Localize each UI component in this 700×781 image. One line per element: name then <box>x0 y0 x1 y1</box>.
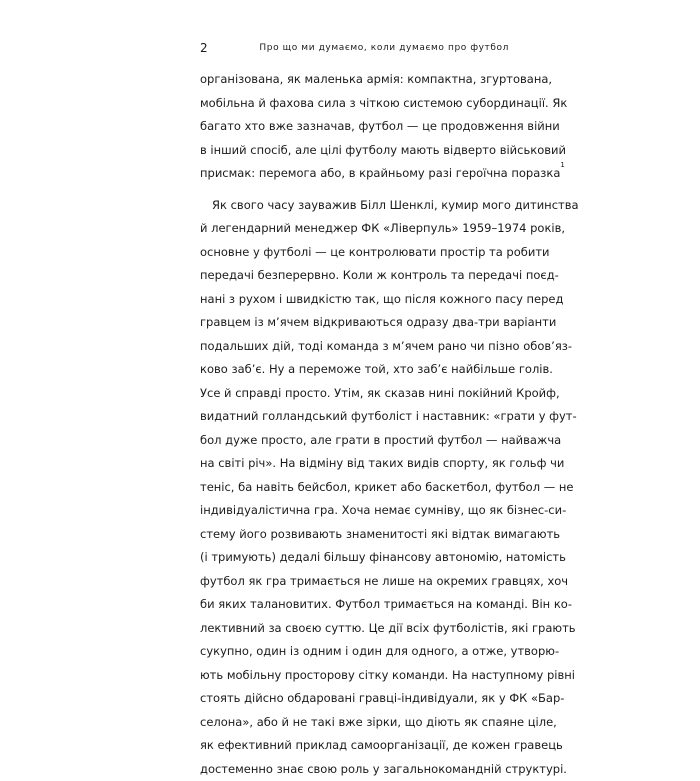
text-line: достеменно знає свою роль у загальнокомандній структурі. <box>200 758 509 781</box>
text-line: подальших дій, тоді команда з м’ячем рано чи пізно обов’яз- <box>200 335 509 359</box>
text-line: індивідуалістична гра. Хоча немає сумніву, що як бізнес-си- <box>200 499 509 523</box>
text-line: ково заб’є. Ну а переможе той, хто заб’є найбільше голів. <box>200 358 509 382</box>
paragraph <box>200 194 509 781</box>
text-line: (і тримують) дедалі більшу фінансову автономію, натомість <box>200 546 509 570</box>
text-line: Усе й справді просто. Утім, як сказав нині покійний Кройф, <box>200 382 509 406</box>
text-line: лективний за своєю суттю. Це дії всіх футболістів, які грають <box>200 617 509 641</box>
footnote-mark: 1 <box>560 161 564 169</box>
text-line: селона», або й не такі вже зірки, що діють як спаяне ціле, <box>200 711 509 735</box>
text-line: стему його розвивають знаменитості які відтак вимагають <box>200 523 509 547</box>
text-line: в інший спосіб, але цілі футболу мають відверто військовий <box>200 139 509 163</box>
text-line: на світі річ». На відміну від таких видів спорту, як гольф чи <box>200 452 509 476</box>
running-head: Про що ми думаємо, коли думаємо про футбол <box>259 43 509 53</box>
page-header <box>200 38 509 58</box>
text-line: видатний голландський футболіст і наставник: «грати у фут- <box>200 405 509 429</box>
text-line: футбол як гра тримається не лише на окремих гравцях, хоч <box>200 570 509 594</box>
text-line: передачі безперервно. Коли ж контроль та передачі поєд- <box>200 264 509 288</box>
text-line: як ефективний приклад самоорганізації, де кожен гравець <box>200 734 509 758</box>
text-line: багато хто вже зазначав, футбол — це продовження війни <box>200 115 509 139</box>
text-line: нані з рухом і швидкістю так, що після кожного пасу перед <box>200 288 509 312</box>
text-line: би яких талановитих. Футбол тримається на команді. Він ко- <box>200 593 509 617</box>
text-line: й легендарний менеджер ФК «Ліверпуль» 1959–1974 років, <box>200 217 509 241</box>
page-number: 2 <box>200 41 208 55</box>
body-text <box>200 68 509 781</box>
text-line: бол дуже просто, але грати в простий футбол — найважча <box>200 429 509 453</box>
text-line: присмак: перемога або, в крайньому разі героїчна поразка <box>200 166 560 180</box>
text-line: стоять дійсно обдаровані гравці-індивідуали, як у ФК «Бар- <box>200 687 509 711</box>
text-line: теніс, ба навіть бейсбол, крикет або баскетбол, футбол — не <box>200 476 509 500</box>
text-line: Як свого часу зауважив Білл Шенклі, кумир мого дитинства <box>200 194 509 218</box>
text-line: сукупно, один із одним і один для одного, а отже, утворю- <box>200 640 509 664</box>
paragraph <box>200 68 509 186</box>
text-line: мобільна й фахова сила з чіткою системою субординації. Як <box>200 92 509 116</box>
text-line-with-footnote <box>200 162 509 186</box>
text-line: ють мобільну просторову сітку команди. На наступному рівні <box>200 664 509 688</box>
text-line: гравцем із м’ячем відкриваються одразу два-три варіанти <box>200 311 509 335</box>
text-line: основне у футболі — це контролювати простір та робити <box>200 241 509 265</box>
text-line: організована, як маленька армія: компактна, згуртована, <box>200 68 509 92</box>
paragraph-gap <box>200 186 509 194</box>
